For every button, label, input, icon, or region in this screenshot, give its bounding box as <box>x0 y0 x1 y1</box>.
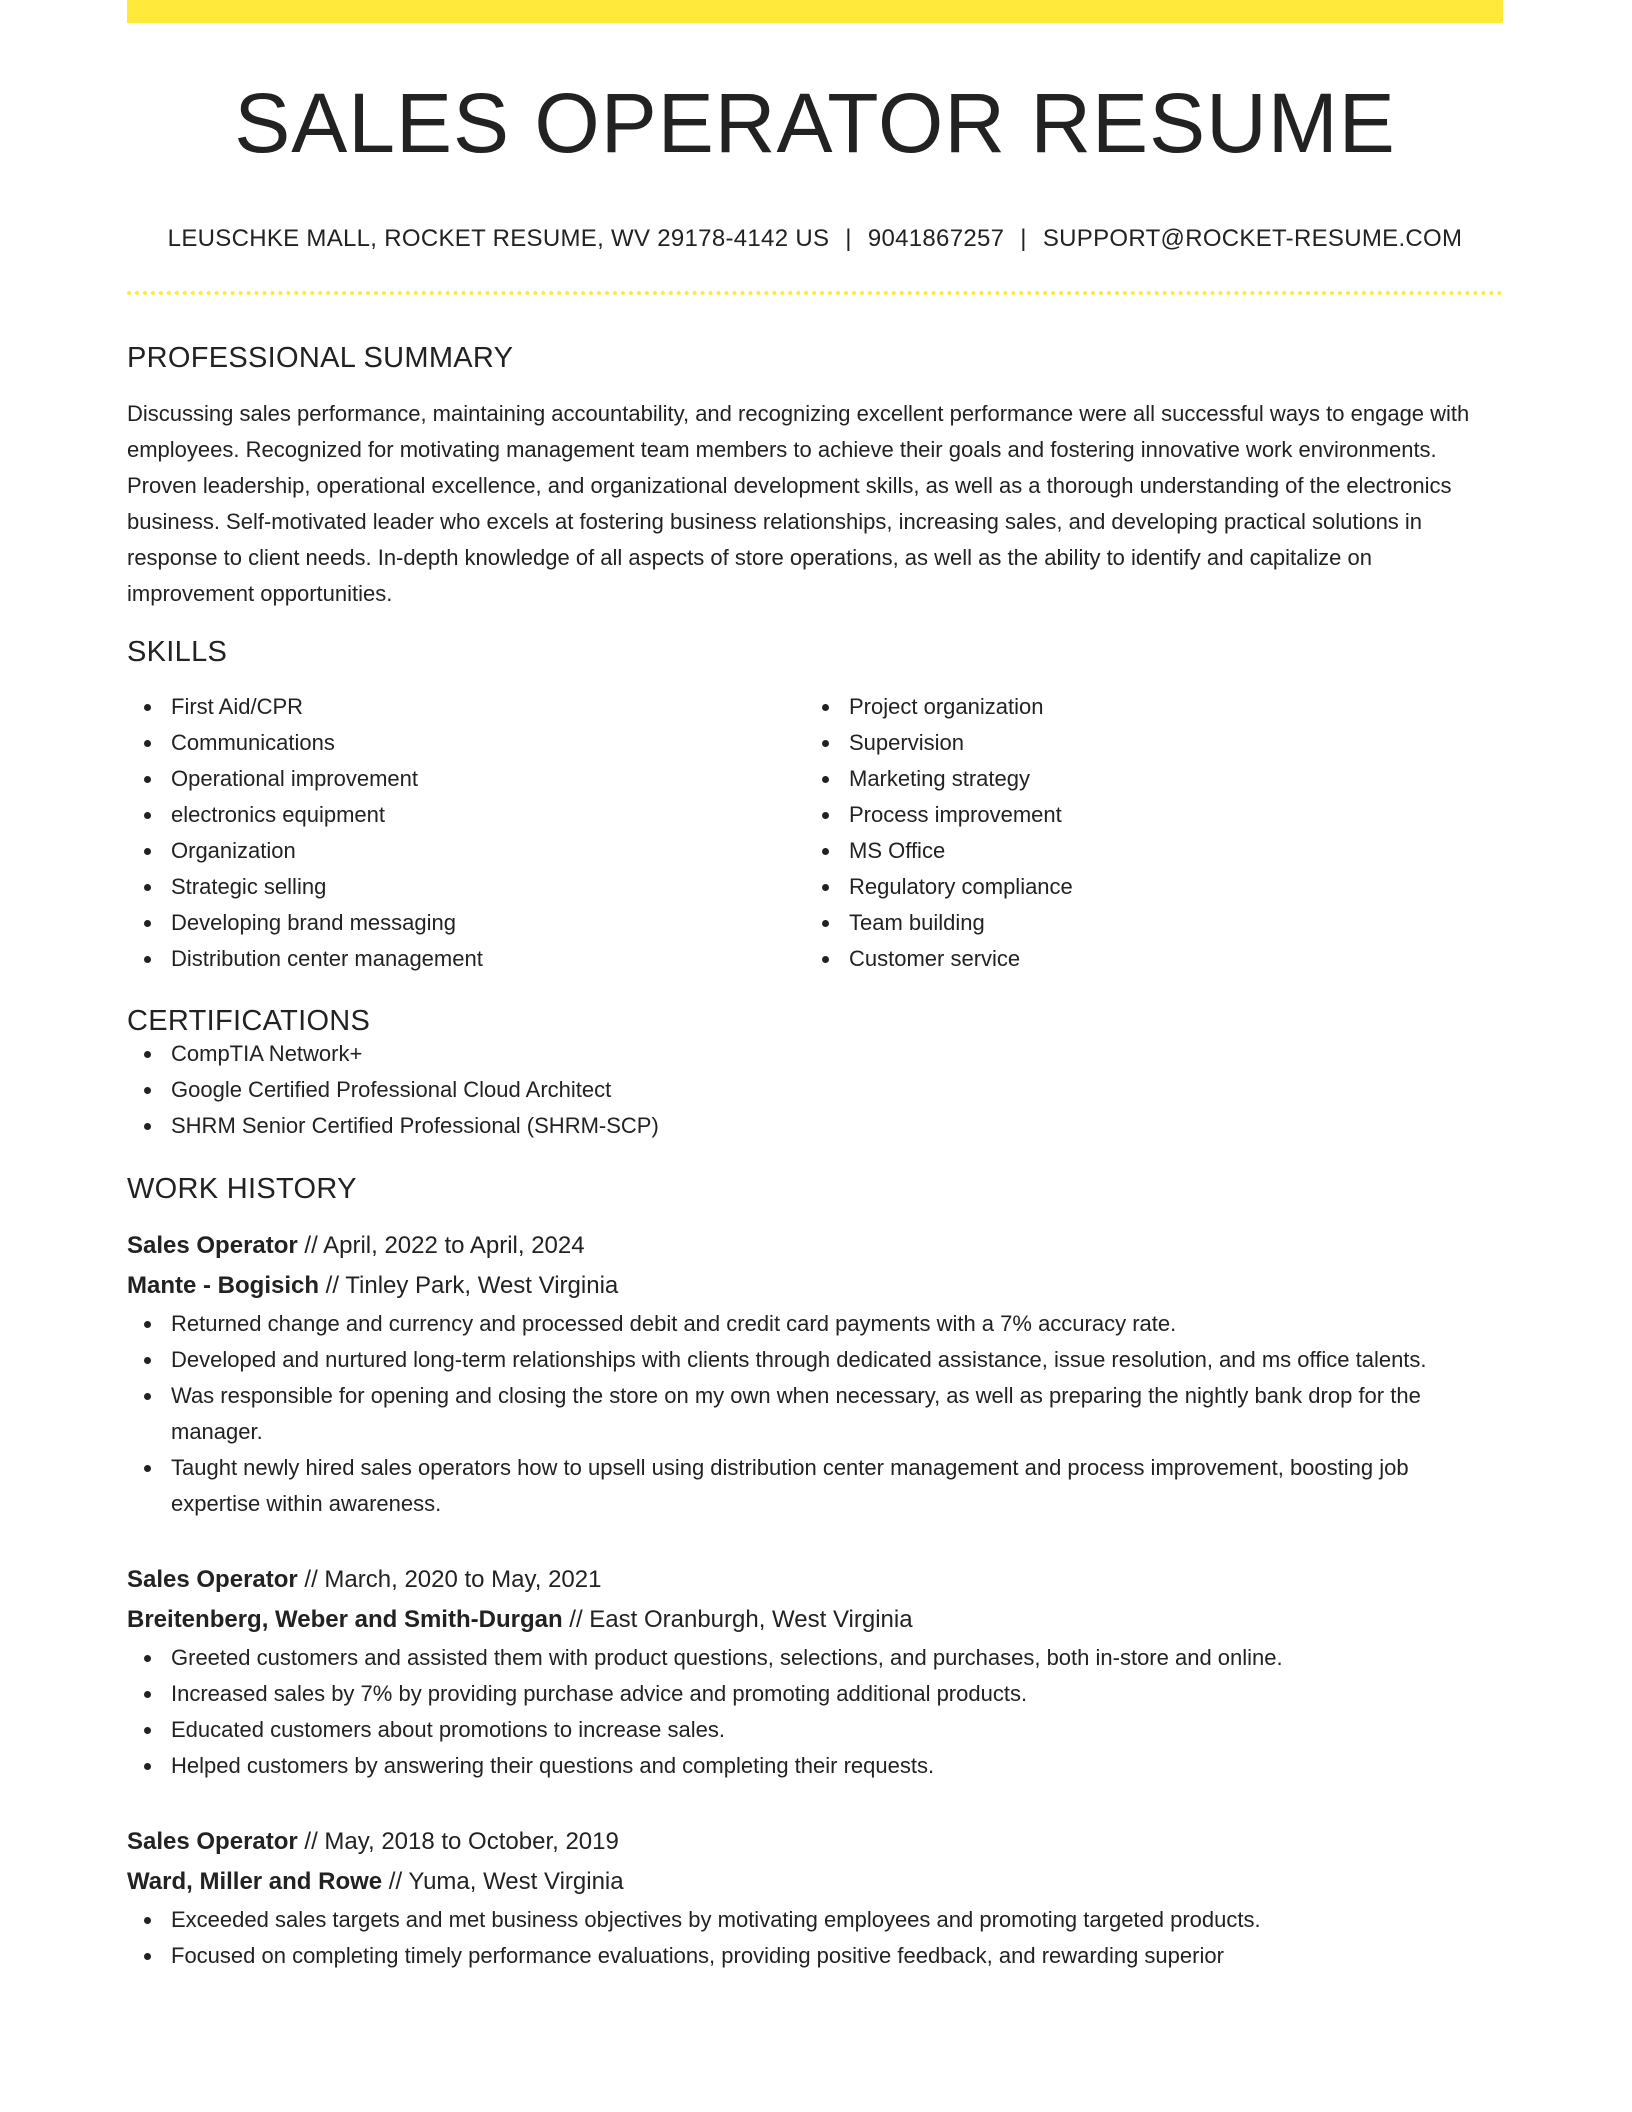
certification-item: CompTIA Network+ <box>127 1036 1503 1072</box>
summary-section <box>127 344 1503 612</box>
job-company-line <box>127 1266 1503 1306</box>
job-entry <box>127 1560 1503 1784</box>
job-duties-list <box>127 1640 1503 1784</box>
summary-heading: PROFESSIONAL SUMMARY <box>127 342 514 374</box>
certifications-list <box>127 1036 1503 1144</box>
skill-item: Project organization <box>805 689 1503 725</box>
job-title-line <box>127 1226 1503 1266</box>
skill-item: Communications <box>127 725 805 761</box>
header-divider <box>127 291 1503 295</box>
contact-email: SUPPORT@ROCKET-RESUME.COM <box>1042 225 1463 252</box>
skill-item: Regulatory compliance <box>805 869 1503 905</box>
skill-item: MS Office <box>805 833 1503 869</box>
skills-list-left <box>127 689 805 977</box>
job-duty-item: Increased sales by 7% by providing purchase advice and promoting additional products. <box>127 1676 1503 1712</box>
skill-item: Strategic selling <box>127 869 805 905</box>
certification-item: Google Certified Professional Cloud Architect <box>127 1072 1503 1108</box>
job-location: // East Oranburgh, West Virginia <box>562 1606 913 1633</box>
job-duty-item: Exceeded sales targets and met business objectives by motivating employees and promoting targeted products. <box>127 1902 1503 1938</box>
certifications-heading: CERTIFICATIONS <box>127 1005 371 1037</box>
job-location: // Yuma, West Virginia <box>382 1868 624 1895</box>
job-company-line <box>127 1600 1503 1640</box>
skills-grid <box>127 689 1503 977</box>
contact-separator: | <box>845 225 852 252</box>
job-duty-item: Developed and nurtured long-term relationships with clients through dedicated assistance, issue resolution, and ms office talents. <box>127 1342 1503 1378</box>
certifications-section <box>127 1007 1503 1144</box>
job-dates: // May, 2018 to October, 2019 <box>297 1828 619 1855</box>
job-duty-item: Focused on completing timely performance evaluations, providing positive feedback, and rewarding superior <box>127 1938 1503 1974</box>
job-entry <box>127 1226 1503 1522</box>
job-company: Mante - Bogisich <box>127 1272 320 1299</box>
job-dates: // March, 2020 to May, 2021 <box>297 1566 602 1593</box>
job-duty-item: Educated customers about promotions to increase sales. <box>127 1712 1503 1748</box>
skill-item: First Aid/CPR <box>127 689 805 725</box>
work-history-section <box>127 1175 1503 1974</box>
skill-item: Distribution center management <box>127 941 805 977</box>
contact-phone: 9041867257 <box>867 225 1005 252</box>
job-title-line <box>127 1822 1503 1862</box>
job-company: Ward, Miller and Rowe <box>127 1868 383 1895</box>
job-entry <box>127 1822 1503 1974</box>
skills-section <box>127 638 1503 977</box>
page-title: SALES OPERATOR RESUME <box>234 76 1396 170</box>
skill-item: Organization <box>127 833 805 869</box>
job-location: // Tinley Park, West Virginia <box>319 1272 619 1299</box>
skills-heading: SKILLS <box>127 636 228 668</box>
skill-item: electronics equipment <box>127 797 805 833</box>
contact-separator: | <box>1020 225 1027 252</box>
certification-item: SHRM Senior Certified Professional (SHRM-SCP) <box>127 1108 1503 1144</box>
job-duty-item: Greeted customers and assisted them with product questions, selections, and purchases, both in-store and online. <box>127 1640 1503 1676</box>
contact-line <box>127 227 1503 251</box>
job-duty-item: Returned change and currency and processed debit and credit card payments with a 7% accuracy rate. <box>127 1306 1503 1342</box>
work-history-heading: WORK HISTORY <box>127 1173 357 1205</box>
job-title: Sales Operator <box>127 1566 298 1593</box>
skill-item: Developing brand messaging <box>127 905 805 941</box>
skill-item: Supervision <box>805 725 1503 761</box>
summary-text: Discussing sales performance, maintaining accountability, and recognizing excellent performance were all successful ways to engage with employees. Recognized for motivating management team members to achieve their goals and fostering innovative work environments. Proven leadership, operational excellence, and organizational development skills, as well as a thorough understanding of the electronics business. Self-motivated leader who excels at fostering business relationships, increasing sales, and developing practical solutions in response to client needs. In-depth knowledge of all aspects of store operations, as well as the ability to identify and capitalize on improvement opportunities. <box>127 401 1470 606</box>
skill-item: Operational improvement <box>127 761 805 797</box>
job-dates: // April, 2022 to April, 2024 <box>297 1232 585 1259</box>
job-duties-list <box>127 1306 1503 1522</box>
job-title: Sales Operator <box>127 1828 298 1855</box>
contact-address: LEUSCHKE MALL, ROCKET RESUME, WV 29178-4142 US <box>167 225 830 252</box>
skill-item: Marketing strategy <box>805 761 1503 797</box>
job-company-line <box>127 1862 1503 1902</box>
job-duty-item: Taught newly hired sales operators how to upsell using distribution center management and process improvement, boosting job expertise within awareness. <box>127 1450 1503 1522</box>
skill-item: Team building <box>805 905 1503 941</box>
job-duties-list <box>127 1902 1503 1974</box>
skill-item: Customer service <box>805 941 1503 977</box>
job-duty-item: Was responsible for opening and closing the store on my own when necessary, as well as preparing the nightly bank drop for the manager. <box>127 1378 1503 1450</box>
accent-bar <box>127 0 1503 23</box>
skill-item: Process improvement <box>805 797 1503 833</box>
resume-page <box>127 0 1503 1974</box>
job-title: Sales Operator <box>127 1232 298 1259</box>
job-title-line <box>127 1560 1503 1600</box>
skills-list-right <box>805 689 1503 977</box>
job-company: Breitenberg, Weber and Smith-Durgan <box>127 1606 563 1633</box>
job-duty-item: Helped customers by answering their questions and completing their requests. <box>127 1748 1503 1784</box>
